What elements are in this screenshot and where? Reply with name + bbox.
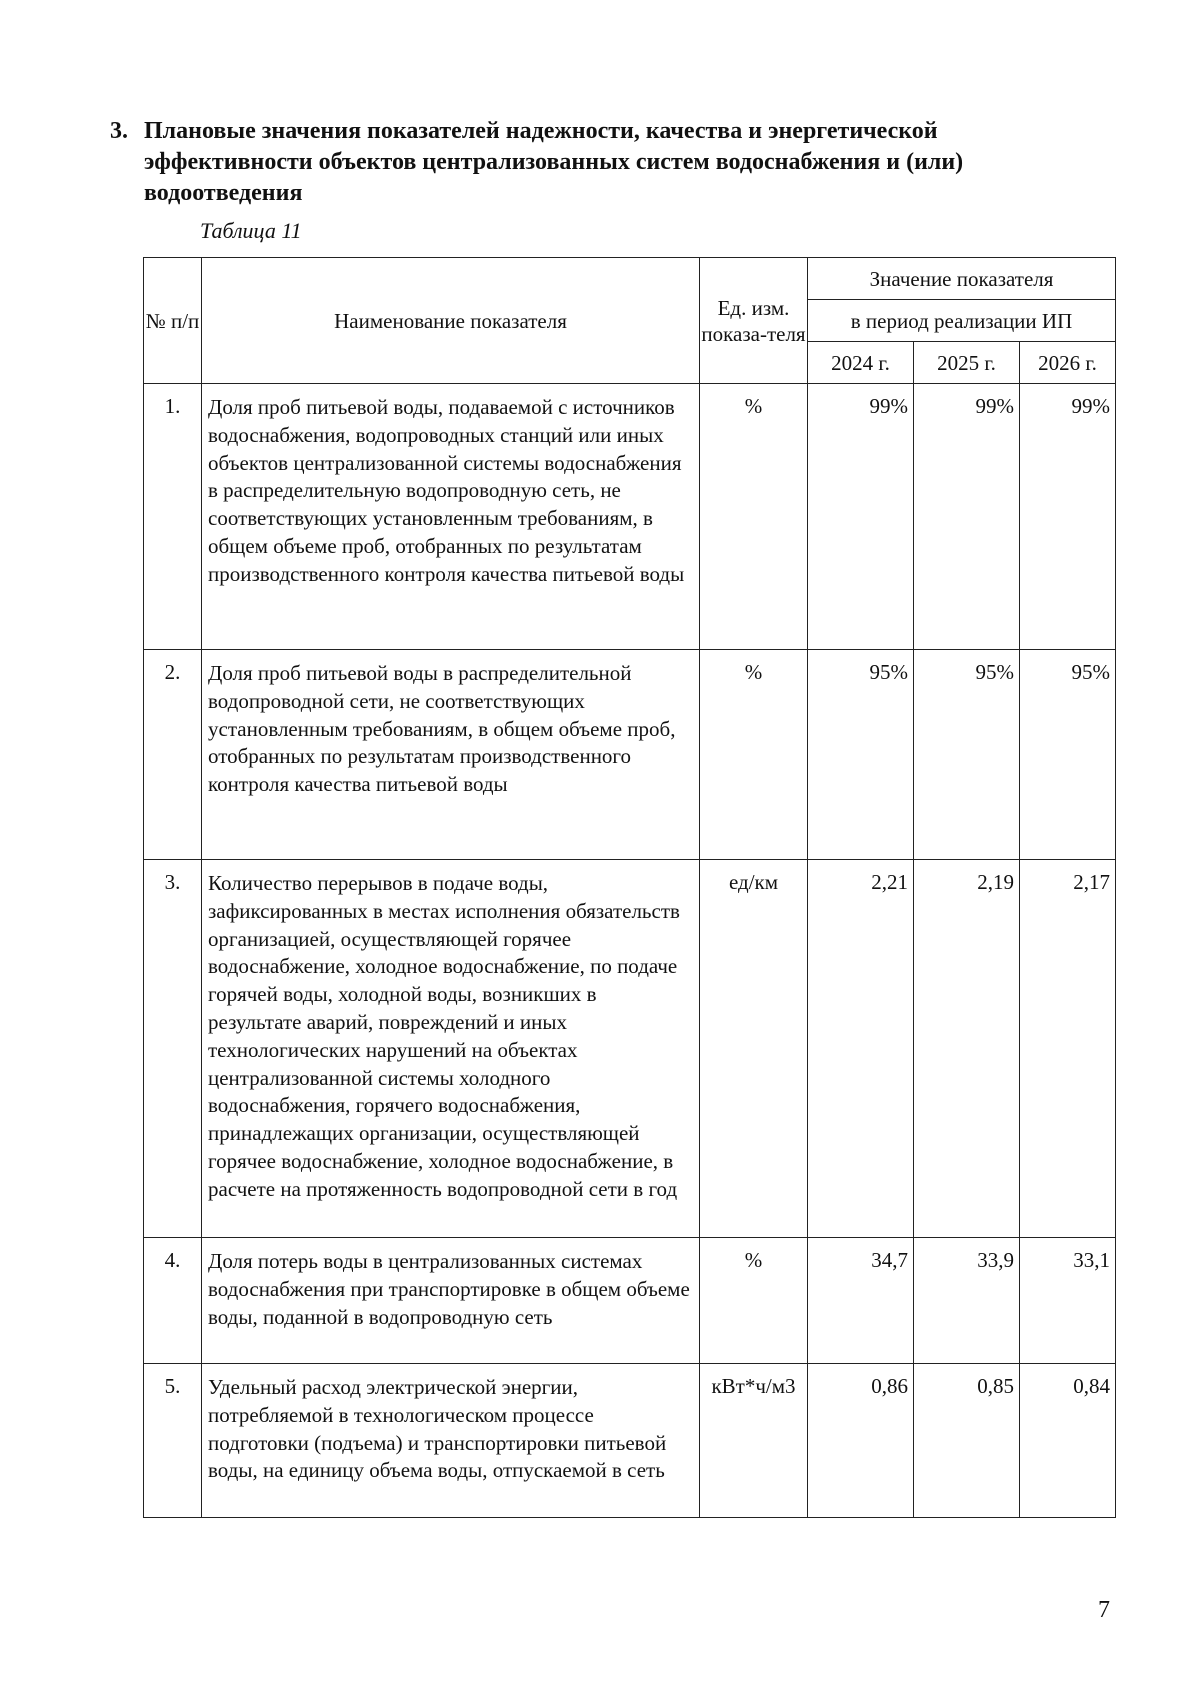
- header-name: Наименование показателя: [202, 258, 700, 384]
- row-value-2025: 99%: [914, 384, 1020, 650]
- row-value-2026: 33,1: [1020, 1238, 1116, 1364]
- row-unit: кВт*ч/м3: [700, 1364, 808, 1518]
- row-value-2025: 33,9: [914, 1238, 1020, 1364]
- row-value-2025: 0,85: [914, 1364, 1020, 1518]
- section-title: Плановые значения показателей надежности, качества и энергетической эффективности объектов централизованных систем водоснабжения и (или) водоотведения: [144, 118, 964, 206]
- table-row: [144, 1238, 1116, 1364]
- table-row: [144, 384, 1116, 650]
- row-value-2024: 95%: [808, 650, 914, 860]
- header-year-2025: 2025 г.: [914, 342, 1020, 384]
- row-value-2026: 95%: [1020, 650, 1116, 860]
- row-unit: ед/км: [700, 860, 808, 1238]
- table-row: [144, 860, 1116, 1238]
- row-value-2026: 2,17: [1020, 860, 1116, 1238]
- row-value-2024: 99%: [808, 384, 914, 650]
- row-index: 4.: [144, 1238, 202, 1364]
- indicators-table: [143, 257, 1116, 1518]
- section-number: 3.: [110, 118, 128, 144]
- header-year-2024: 2024 г.: [808, 342, 914, 384]
- header-unit: Ед. изм. показа-теля: [700, 258, 808, 384]
- header-value-group: Значение показателя: [808, 258, 1116, 300]
- row-value-2025: 2,19: [914, 860, 1020, 1238]
- row-index: 1.: [144, 384, 202, 650]
- header-year-2026: 2026 г.: [1020, 342, 1116, 384]
- row-index: 2.: [144, 650, 202, 860]
- table-row: [144, 1364, 1116, 1518]
- row-value-2026: 0,84: [1020, 1364, 1116, 1518]
- row-index: 3.: [144, 860, 202, 1238]
- row-unit: %: [700, 384, 808, 650]
- row-name: Удельный расход электрической энергии, потребляемой в технологическом процессе подготовки (подъема) и транспортировки питьевой воды, на единицу объема воды, отпускаемой в сеть: [202, 1364, 700, 1518]
- row-value-2025: 95%: [914, 650, 1020, 860]
- row-value-2024: 2,21: [808, 860, 914, 1238]
- header-index: № п/п: [144, 258, 202, 384]
- table-row: [144, 650, 1116, 860]
- row-value-2026: 99%: [1020, 384, 1116, 650]
- page-number: 7: [1098, 1597, 1110, 1623]
- row-name: Доля потерь воды в централизованных системах водоснабжения при транспортировке в общем объеме воды, поданной в водопроводную сеть: [202, 1238, 700, 1364]
- row-name: Количество перерывов в подаче воды, зафиксированных в местах исполнения обязательств организацией, осуществляющей горячее водоснабжение, холодное водоснабжение, по подаче горячей воды, холодной воды, возникших в результате аварий, повреждений и иных технологических нарушений на объектах централизованной системы холодного водоснабжения, горячего водоснабжения, принадлежащих организации, осуществляющей горячее водоснабжение, холодное водоснабжение, в расчете на протяженность водопроводной сети в год: [202, 860, 700, 1238]
- row-value-2024: 34,7: [808, 1238, 914, 1364]
- row-name: Доля проб питьевой воды, подаваемой с источников водоснабжения, водопроводных станций или иных объектов централизованной системы водоснабжения в распределительную водопроводную сеть, не соответствующих установленным требованиям, в общем объеме проб, отобранных по результатам производственного контроля качества питьевой воды: [202, 384, 700, 650]
- table-caption: Таблица 11: [200, 218, 302, 243]
- row-value-2024: 0,86: [808, 1364, 914, 1518]
- row-name: Доля проб питьевой воды в распределительной водопроводной сети, не соответствующих установленным требованиям, в общем объеме проб, отобранных по результатам производственного контроля качества питьевой воды: [202, 650, 700, 860]
- row-index: 5.: [144, 1364, 202, 1518]
- row-unit: %: [700, 650, 808, 860]
- header-period: в период реализации ИП: [808, 300, 1116, 342]
- row-unit: %: [700, 1238, 808, 1364]
